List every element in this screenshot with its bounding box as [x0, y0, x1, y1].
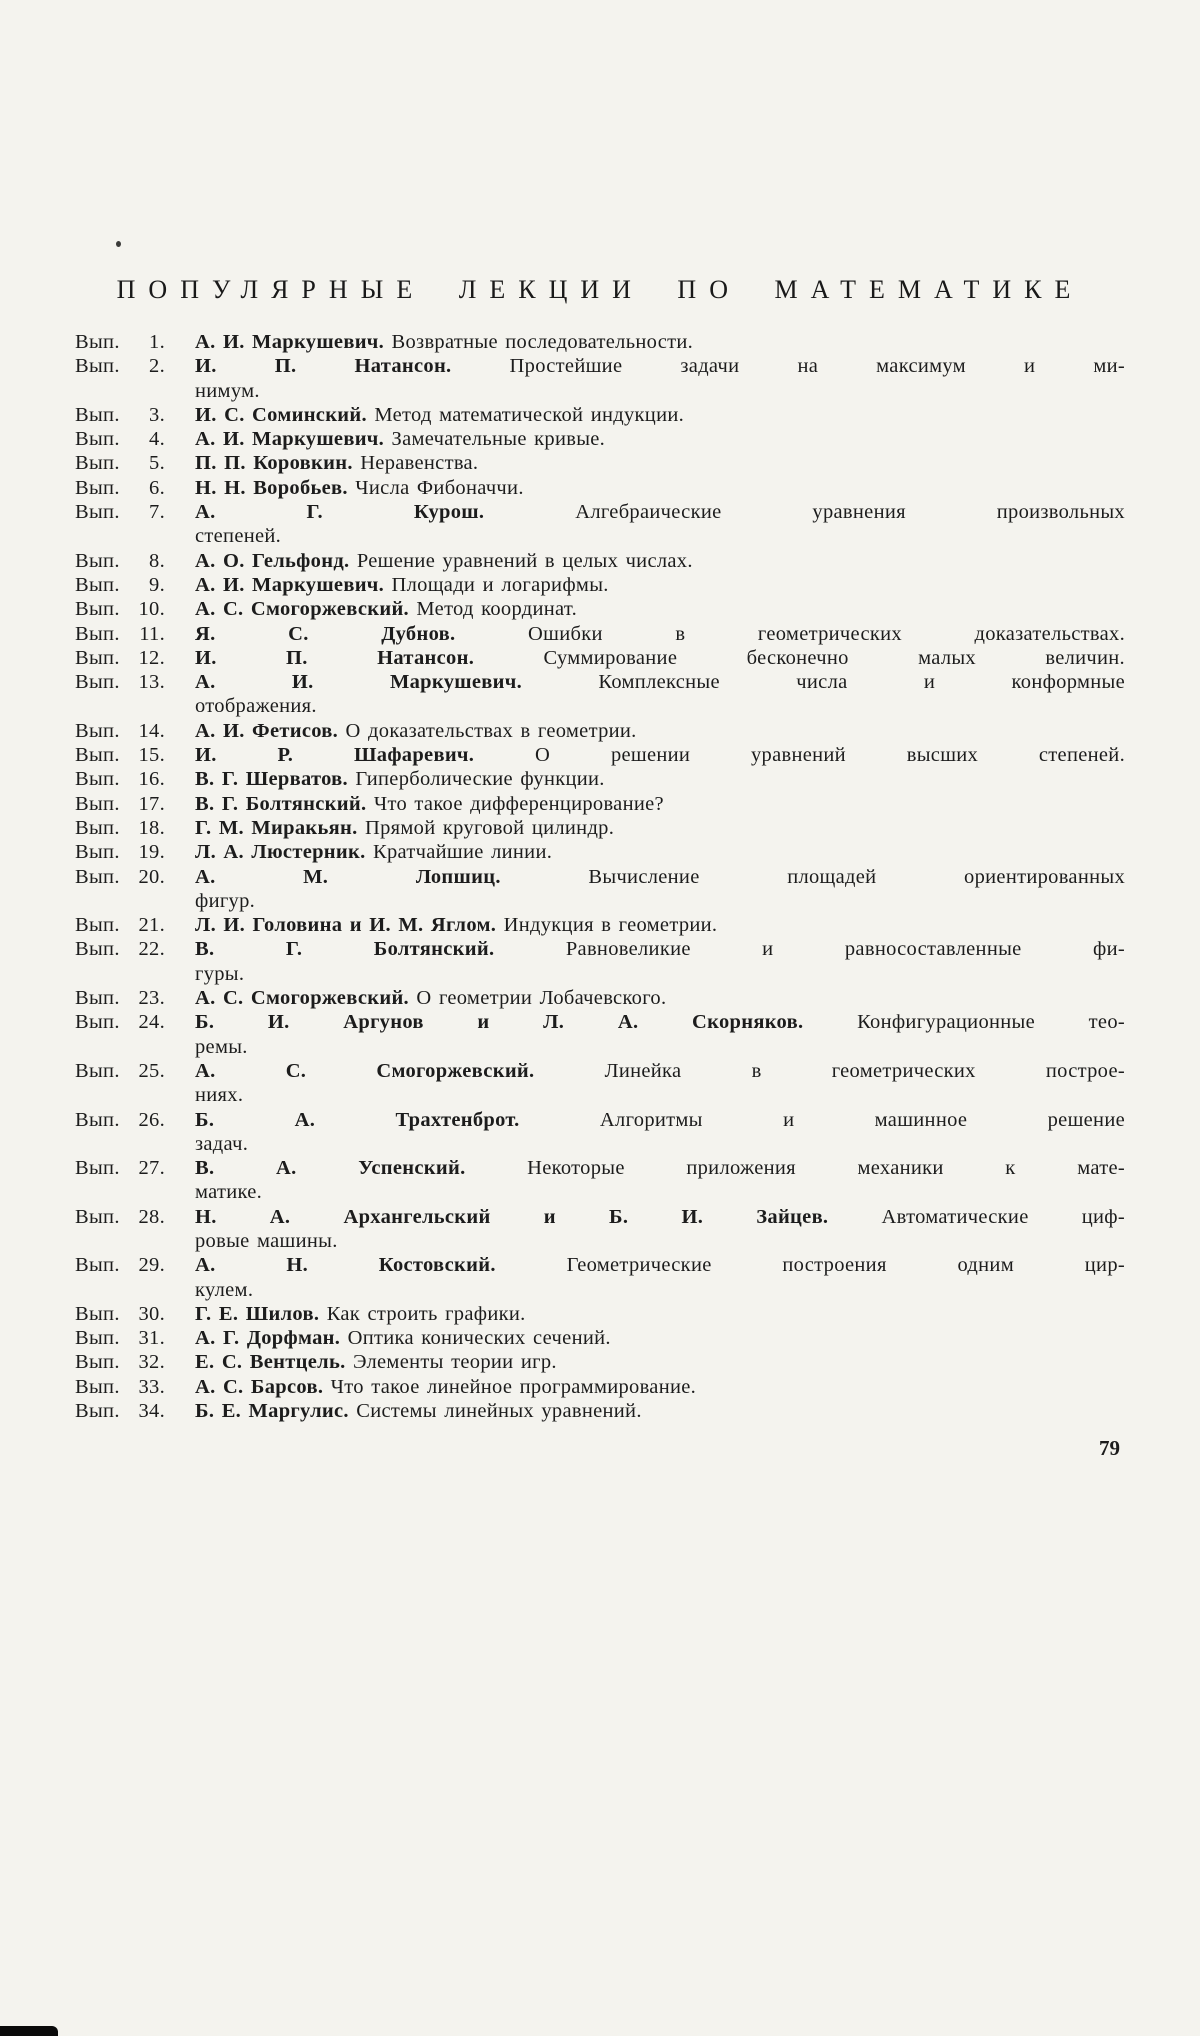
- issue-body: [165, 1399, 1125, 1423]
- issue-first-line: В. А. Успенский. Некоторые приложения механики к мате-: [195, 1157, 1125, 1180]
- issue-continuation-line: ниях.: [195, 1084, 244, 1107]
- issue-number: 19.: [138, 841, 165, 864]
- issue-first-line: А. И. Маркушевич. Возвратные последовательности.: [195, 331, 694, 353]
- issue-author: Н. А. Архангельский и Б. И. Зайцев.: [195, 1205, 829, 1228]
- issue-body: [165, 1108, 1125, 1157]
- issue-author: А. И. Фетисов.: [195, 719, 339, 742]
- list-item: [75, 476, 1125, 500]
- list-item: [75, 767, 1125, 791]
- scan-artifact-corner: [0, 2026, 58, 2036]
- issue-body: [165, 719, 1125, 743]
- issue-label: Вып.: [75, 1011, 120, 1034]
- issue-first-line: Л. И. Головина и И. М. Яглом. Индукция в геометрии.: [195, 914, 718, 937]
- issue-number: 11.: [139, 622, 165, 645]
- issue-number: 24.: [138, 1011, 165, 1034]
- issue-first-line: А. С. Смогоржевский. О геометрии Лобачевского.: [195, 987, 667, 1010]
- issue-continuation-line: степеней.: [195, 525, 282, 548]
- list-item: [75, 1059, 1125, 1108]
- issue-author: И. П. Натансон.: [195, 355, 452, 378]
- issue-number: 8.: [149, 549, 165, 572]
- issue-label: Вып.: [75, 1254, 120, 1277]
- issue-label: Вып.: [75, 573, 120, 596]
- issue-label: Вып.: [75, 1205, 120, 1228]
- issue-first-line: А. И. Фетисов. О доказательствах в геометрии.: [195, 719, 637, 742]
- issue-continuation-line: матике.: [195, 1181, 263, 1204]
- issue-first-line: И. С. Соминский. Метод математической индукции.: [195, 403, 685, 426]
- issue-author: И. С. Соминский.: [195, 403, 367, 426]
- issue-continuation-line: фигур.: [195, 889, 256, 912]
- issue-label: Вып.: [75, 841, 120, 864]
- issue-first-line: А. Н. Костовский. Геометрические построения одним цир-: [195, 1254, 1125, 1277]
- issue-first-line: А. М. Лопшиц. Вычисление площадей ориентированных: [195, 865, 1125, 888]
- issue-first-line: Б. А. Трахтенброт. Алгоритмы и машинное решение: [195, 1108, 1125, 1131]
- issue-continuation-line: ремы.: [195, 1035, 248, 1058]
- issue-body: [165, 792, 1125, 816]
- issue-author: А. С. Смогоржевский.: [195, 987, 409, 1010]
- list-item: [75, 913, 1125, 937]
- issue-author: Г. Е. Шилов.: [195, 1302, 320, 1325]
- issue-number: 26.: [138, 1108, 165, 1131]
- issue-number: 6.: [149, 476, 165, 499]
- issue-number: 18.: [138, 816, 165, 839]
- issue-label: Вып.: [75, 671, 120, 694]
- issue-body: [165, 1059, 1125, 1108]
- list-item: [75, 1399, 1125, 1423]
- issue-author: А. С. Барсов.: [195, 1375, 324, 1398]
- list-item: [75, 816, 1125, 840]
- issue-first-line: В. Г. Болтянский. Что такое дифференцирование?: [195, 792, 664, 815]
- issue-author: А. Н. Костовский.: [195, 1254, 496, 1277]
- issue-number: 30.: [138, 1302, 165, 1325]
- issue-label: Вып.: [75, 914, 120, 937]
- issue-number: 33.: [138, 1375, 165, 1398]
- issue-label: Вып.: [75, 1351, 120, 1374]
- issue-author: А. И. Маркушевич.: [195, 671, 523, 694]
- issue-author: А. Г. Курош.: [195, 501, 485, 524]
- list-item: [75, 1156, 1125, 1205]
- issue-author: А. И. Маркушевич.: [195, 573, 385, 596]
- issue-label: Вып.: [75, 452, 120, 475]
- issue-first-line: В. Г. Шерватов. Гиперболические функции.: [195, 768, 605, 791]
- list-item: [75, 792, 1125, 816]
- issue-body: [165, 330, 1125, 354]
- issue-author: Б. Е. Маргулис.: [195, 1400, 349, 1423]
- issue-body: [165, 451, 1125, 475]
- issue-label: Вып.: [75, 549, 120, 572]
- issue-author: Г. М. Миракьян.: [195, 816, 358, 839]
- issue-first-line: А. С. Смогоржевский. Линейка в геометрических построе-: [195, 1059, 1125, 1082]
- list-item: [75, 451, 1125, 475]
- issue-first-line: И. П. Натансон. Суммирование бесконечно малых величин.: [195, 646, 1125, 669]
- issue-body: [165, 1350, 1125, 1374]
- list-item: [75, 597, 1125, 621]
- issue-author: И. П. Натансон.: [195, 646, 475, 669]
- issue-body: [165, 597, 1125, 621]
- list-item: [75, 840, 1125, 864]
- issue-first-line: В. Г. Болтянский. Равновеликие и равносоставленные фи-: [195, 938, 1125, 961]
- issue-number: 9.: [149, 573, 165, 596]
- list-item: [75, 622, 1125, 646]
- issue-label: Вып.: [75, 744, 120, 767]
- issue-number: 7.: [149, 501, 165, 524]
- list-item: [75, 549, 1125, 573]
- issue-body: [165, 913, 1125, 937]
- issue-author: А. О. Гельфонд.: [195, 549, 350, 572]
- issue-first-line: А. И. Маркушевич. Площади и логарифмы.: [195, 573, 609, 596]
- issue-body: [165, 573, 1125, 597]
- issue-author: В. Г. Болтянский.: [195, 792, 367, 815]
- issue-first-line: А. О. Гельфонд. Решение уравнений в целых числах.: [195, 549, 693, 572]
- issue-body: [165, 1156, 1125, 1205]
- page-title: ПОПУЛЯРНЫЕ ЛЕКЦИИ ПО МАТЕМАТИКЕ: [116, 275, 1084, 304]
- list-item: [75, 573, 1125, 597]
- issue-author: И. Р. Шафаревич.: [195, 744, 475, 767]
- issue-continuation-line: задач.: [195, 1132, 249, 1155]
- issue-author: А. И. Маркушевич.: [195, 428, 385, 451]
- issue-body: [165, 816, 1125, 840]
- list-item: [75, 743, 1125, 767]
- issue-label: Вып.: [75, 428, 120, 451]
- issue-label: Вып.: [75, 1059, 120, 1082]
- issue-body: [165, 1205, 1125, 1254]
- issue-body: [165, 1302, 1125, 1326]
- issue-author: Б. И. Аргунов и Л. А. Скорняков.: [195, 1011, 804, 1034]
- issue-number: 27.: [138, 1157, 165, 1180]
- list-item: [75, 646, 1125, 670]
- list-item: [75, 1205, 1125, 1254]
- issue-number: 14.: [138, 719, 165, 742]
- issue-first-line: И. Р. Шафаревич. О решении уравнений высших степеней.: [195, 744, 1125, 767]
- issue-number: 34.: [138, 1400, 165, 1423]
- list-item: [75, 1375, 1125, 1399]
- issue-first-line: Н. А. Архангельский и Б. И. Зайцев. Автоматические циф-: [195, 1205, 1125, 1228]
- issue-number: 12.: [138, 646, 165, 669]
- issue-number: 13.: [138, 671, 165, 694]
- issue-body: [165, 1253, 1125, 1302]
- issue-label: Вып.: [75, 865, 120, 888]
- issue-first-line: А. Г. Курош. Алгебраические уравнения произвольных: [195, 501, 1125, 524]
- issue-body: [165, 743, 1125, 767]
- issue-first-line: А. И. Маркушевич. Комплексные числа и конформные: [195, 671, 1125, 694]
- issue-body: [165, 1326, 1125, 1350]
- issue-label: Вып.: [75, 1375, 120, 1398]
- issue-number: 32.: [138, 1351, 165, 1374]
- issue-label: Вып.: [75, 1157, 120, 1180]
- issue-number: 2.: [149, 355, 165, 378]
- issue-first-line: А. С. Барсов. Что такое линейное программирование.: [195, 1375, 697, 1398]
- issue-number: 3.: [149, 403, 165, 426]
- issue-body: [165, 500, 1125, 549]
- issue-number: 10.: [138, 598, 165, 621]
- issue-continuation-line: отображения.: [195, 695, 317, 718]
- issue-first-line: П. П. Коровкин. Неравенства.: [195, 452, 479, 475]
- issue-body: [165, 646, 1125, 670]
- scan-artifact-dot: [116, 241, 121, 247]
- issue-author: Е. С. Вентцель.: [195, 1351, 346, 1374]
- list-item: [75, 986, 1125, 1010]
- issue-first-line: И. П. Натансон. Простейшие задачи на максимум и ми-: [195, 355, 1126, 378]
- issue-label: Вып.: [75, 768, 120, 791]
- issue-first-line: Н. Н. Воробьев. Числа Фибоначчи.: [195, 476, 524, 499]
- list-item: [75, 500, 1125, 549]
- issue-label: Вып.: [75, 987, 120, 1010]
- issue-author: Я. С. Дубнов.: [195, 622, 456, 645]
- issue-author: А. М. Лопшиц.: [195, 865, 501, 888]
- issue-author: Л. И. Головина и И. М. Яглом.: [195, 914, 497, 937]
- issue-first-line: Л. А. Люстерник. Кратчайшие линии.: [195, 841, 553, 864]
- list-item: [75, 1108, 1125, 1157]
- issue-first-line: А. И. Маркушевич. Замечательные кривые.: [195, 428, 606, 451]
- issue-label: Вып.: [75, 1400, 120, 1423]
- issue-number: 22.: [138, 938, 165, 961]
- issue-continuation-line: ровые машины.: [195, 1229, 338, 1252]
- issue-label: Вып.: [75, 1108, 120, 1131]
- issue-number: 23.: [138, 987, 165, 1010]
- issue-number: 1.: [149, 331, 165, 353]
- issue-number: 17.: [138, 792, 165, 815]
- issue-body: [165, 1375, 1125, 1399]
- issue-first-line: А. Г. Дорфман. Оптика конических сечений.: [195, 1327, 611, 1350]
- list-item: [75, 1326, 1125, 1350]
- issue-first-line: Я. С. Дубнов. Ошибки в геометрических доказательствах.: [195, 622, 1125, 645]
- issue-body: [165, 767, 1125, 791]
- issue-first-line: Б. Е. Маргулис. Системы линейных уравнений.: [195, 1400, 642, 1423]
- issue-label: Вып.: [75, 355, 120, 378]
- issue-label: Вып.: [75, 1327, 120, 1350]
- issue-body: [165, 937, 1125, 986]
- issue-number: 21.: [138, 914, 165, 937]
- issue-body: [165, 476, 1125, 500]
- issue-label: Вып.: [75, 792, 120, 815]
- issue-number: 29.: [138, 1254, 165, 1277]
- issue-continuation-line: нимум.: [195, 379, 260, 402]
- issue-body: [165, 986, 1125, 1010]
- list-item: [75, 1350, 1125, 1374]
- issue-first-line: Г. М. Миракьян. Прямой круговой цилиндр.: [195, 816, 615, 839]
- issue-label: Вып.: [75, 816, 120, 839]
- issue-first-line: Б. И. Аргунов и Л. А. Скорняков. Конфигурационные тео-: [195, 1011, 1125, 1034]
- issue-continuation-line: кулем.: [195, 1278, 254, 1301]
- issue-author: В. Г. Шерватов.: [195, 768, 348, 791]
- issue-author: Б. А. Трахтенброт.: [195, 1108, 520, 1131]
- issue-first-line: Г. Е. Шилов. Как строить графики.: [195, 1302, 526, 1325]
- list-item: [75, 330, 1125, 354]
- issue-number: 20.: [138, 865, 165, 888]
- issue-label: Вып.: [75, 622, 120, 645]
- issue-continuation-line: гуры.: [195, 962, 245, 985]
- issue-author: А. С. Смогоржевский.: [195, 1059, 535, 1082]
- issue-label: Вып.: [75, 331, 120, 353]
- issue-label: Вып.: [75, 476, 120, 499]
- issue-label: Вып.: [75, 598, 120, 621]
- list-item: [75, 719, 1125, 743]
- issue-number: 31.: [138, 1327, 165, 1350]
- issue-label: Вып.: [75, 403, 120, 426]
- issue-number: 25.: [138, 1059, 165, 1082]
- issue-author: А. Г. Дорфман.: [195, 1327, 341, 1350]
- issue-author: В. Г. Болтянский.: [195, 938, 495, 961]
- issue-body: [165, 1010, 1125, 1059]
- issue-body: [165, 865, 1125, 914]
- issue-first-line: Е. С. Вентцель. Элементы теории игр.: [195, 1351, 557, 1374]
- issue-body: [165, 549, 1125, 573]
- issue-body: [165, 427, 1125, 451]
- issue-label: Вып.: [75, 646, 120, 669]
- issue-label: Вып.: [75, 938, 120, 961]
- issue-number: 15.: [138, 744, 165, 767]
- issue-label: Вып.: [75, 501, 120, 524]
- list-item: [75, 670, 1125, 719]
- issue-author: А. С. Смогоржевский.: [195, 598, 409, 621]
- list-item: [75, 1302, 1125, 1326]
- issue-number: 16.: [138, 768, 165, 791]
- issue-first-line: А. С. Смогоржевский. Метод координат.: [195, 598, 578, 621]
- list-item: [75, 865, 1125, 914]
- issue-body: [165, 354, 1125, 403]
- list-item: [75, 937, 1125, 986]
- issue-body: [165, 840, 1125, 864]
- issue-number: 5.: [149, 452, 165, 475]
- issue-number: 28.: [138, 1205, 165, 1228]
- list-item: [75, 427, 1125, 451]
- issue-body: [165, 670, 1125, 719]
- list-item: [75, 354, 1125, 403]
- list-item: [75, 1253, 1125, 1302]
- issue-body: [165, 622, 1125, 646]
- issue-author: А. И. Маркушевич.: [195, 331, 385, 353]
- issue-label: Вып.: [75, 719, 120, 742]
- lecture-list: [75, 330, 1125, 1423]
- issue-author: Л. А. Люстерник.: [195, 841, 366, 864]
- list-item: [75, 403, 1125, 427]
- page-number: 79: [1099, 1436, 1120, 1460]
- issue-label: Вып.: [75, 1302, 120, 1325]
- issue-author: П. П. Коровкин.: [195, 452, 353, 475]
- issue-body: [165, 403, 1125, 427]
- list-item: [75, 1010, 1125, 1059]
- issue-author: Н. Н. Воробьев.: [195, 476, 348, 499]
- issue-author: В. А. Успенский.: [195, 1157, 466, 1180]
- issue-number: 4.: [149, 428, 165, 451]
